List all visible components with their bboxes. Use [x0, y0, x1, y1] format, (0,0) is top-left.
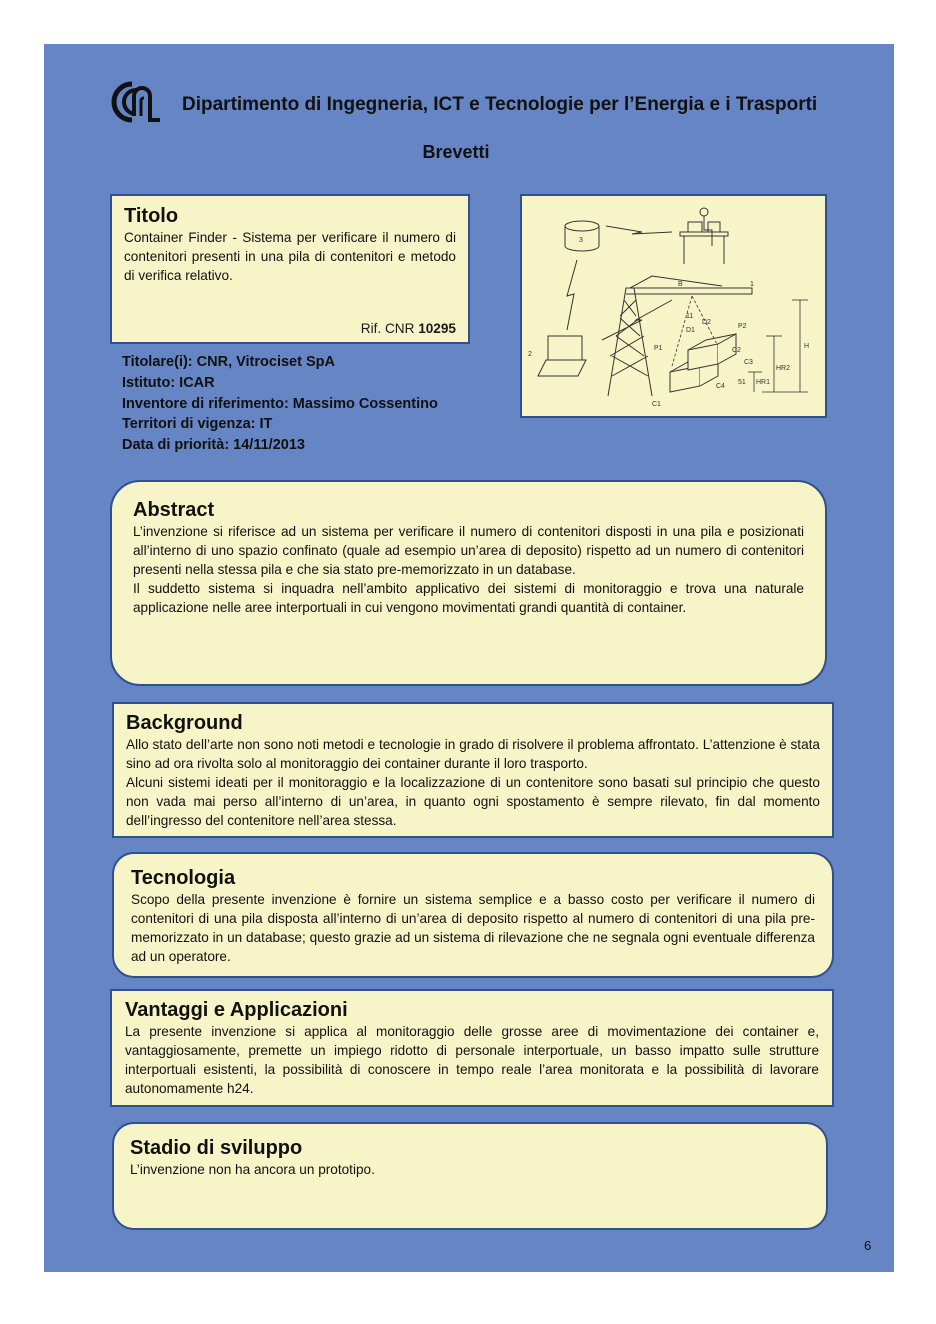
- background-paragraph: Alcuni sistemi ideati per il monitoraggio e la localizzazione di un contenitore sono basati sul principio che questo non vada mai perso all’interno di un’area, in quanto ogni spostamento è sempre rilevato, fin dal momento dell’ingresso del contenitore nell’area stessa.: [126, 775, 820, 828]
- label-H: H: [804, 343, 810, 350]
- label-3: 3: [579, 237, 583, 244]
- abstract-paragraph: L’invenzione si riferisce ad un sistema per verificare il numero di contenitori disposti in una pila e posizionati all’interno di uno spazio confinato (quale ad esempio un’area di deposito) rispetto ad un numero di contenitori presenti nella stessa pila e che sia stato pre-memorizzato in un database.: [133, 524, 804, 577]
- tecnologia-paragraph: Scopo della presente invenzione è fornire un sistema semplice e a basso costo per verificare il numero di contenitori di una pila disposta all’interno di un’area di deposito rispetto al numero di contenitori di una pila pre-memorizzato in un database; questo grazie ad un sistema di rilevazione che ne segnala ogni eventuale differenza ad un operatore.: [131, 892, 815, 964]
- label-HR1: HR1: [756, 379, 771, 386]
- signal-bolt-icon: [567, 260, 577, 330]
- label-1: 1: [750, 281, 754, 288]
- data-priorita: Data di priorità: 14/11/2013: [122, 437, 305, 454]
- label-D2: D2: [702, 319, 711, 326]
- label-HR2: HR2: [776, 365, 791, 372]
- rif-cnr: [361, 321, 456, 336]
- rif-label: Rif. CNR: [360, 321, 415, 336]
- label-C4: C4: [716, 383, 725, 390]
- tecnologia-heading: Tecnologia: [131, 867, 236, 889]
- tecnologia-box: [112, 852, 834, 978]
- abstract-paragraph: Il suddetto sistema si inquadra nell’ambito applicativo dei sistemi di monitoraggio e trova una naturale applicazione nelle aree interportuali in cui vengono movimentati grandi quantità di container.: [133, 581, 804, 615]
- label-C2: C2: [732, 347, 741, 354]
- stadio-heading: Stadio di sviluppo: [130, 1137, 303, 1159]
- vantaggi-paragraph: La presente invenzione si applica al monitoraggio delle grosse aree di movimentazione dei container e, vantaggiosamente, premette un impiego ridotto di personale interportuale, un basso impatto sulle strutture interportuali esistenti, la possibilità di conoscere in tempo reale l’area monitorata e la possibilità di lavorare autonomamente h24.: [125, 1024, 819, 1096]
- label-51: 51: [738, 379, 746, 386]
- abstract-heading: Abstract: [133, 499, 215, 521]
- label-P2: P2: [738, 323, 747, 330]
- label-11: 11: [686, 313, 694, 320]
- territori: Territori di vigenza: IT: [122, 416, 273, 433]
- cnr-logo-icon: [110, 80, 162, 124]
- abstract-box: [110, 480, 827, 686]
- operator-desk-icon: [680, 208, 728, 264]
- titolare: Titolare(i): CNR, Vitrociset SpA: [122, 354, 335, 370]
- label-C3: C3: [744, 359, 753, 366]
- label-2: 2: [528, 351, 532, 358]
- signal-bolt-icon: [606, 226, 672, 234]
- database-icon: [565, 221, 599, 251]
- page-number: 6: [864, 1238, 872, 1253]
- container-stack: [670, 334, 736, 392]
- inventore: Inventore di riferimento: Massimo Cossentino: [122, 395, 438, 412]
- laptop-icon: [538, 336, 586, 376]
- department-title: Dipartimento di Ingegneria, ICT e Tecnologie per l’Energia e i Trasporti: [182, 94, 818, 115]
- titolo-box: [110, 194, 470, 344]
- patent-figure: [520, 194, 827, 418]
- titolo-text: Container Finder - Sistema per verificare il numero di contenitori presenti in una pila di contenitori e metodo di verifica relativo.: [124, 230, 456, 283]
- rif-number: 10295: [418, 321, 456, 336]
- patent-info: [122, 352, 438, 456]
- background-paragraph: Allo stato dell’arte non sono noti metodi e tecnologie in grado di risolvere il problema affrontato. L’attenzione è stata sino ad ora rivolta solo al monitoraggio dei container durante il loro trasporto.: [126, 737, 820, 771]
- background-box: [112, 702, 834, 838]
- label-P1: P1: [654, 345, 663, 352]
- vantaggi-heading: Vantaggi e Applicazioni: [125, 999, 348, 1021]
- background-heading: Background: [126, 712, 243, 734]
- stadio-paragraph: L’invenzione non ha ancora un prototipo.: [130, 1162, 375, 1177]
- container-crane-diagram: [522, 196, 824, 415]
- istituto: Istituto: ICAR: [122, 374, 215, 391]
- vantaggi-box: [110, 989, 834, 1107]
- label-D1: D1: [686, 327, 695, 334]
- stadio-box: [112, 1122, 828, 1230]
- section-title: Brevetti: [422, 142, 490, 162]
- label-B: B: [678, 281, 683, 288]
- label-C1: C1: [652, 401, 661, 408]
- titolo-heading: Titolo: [124, 205, 179, 227]
